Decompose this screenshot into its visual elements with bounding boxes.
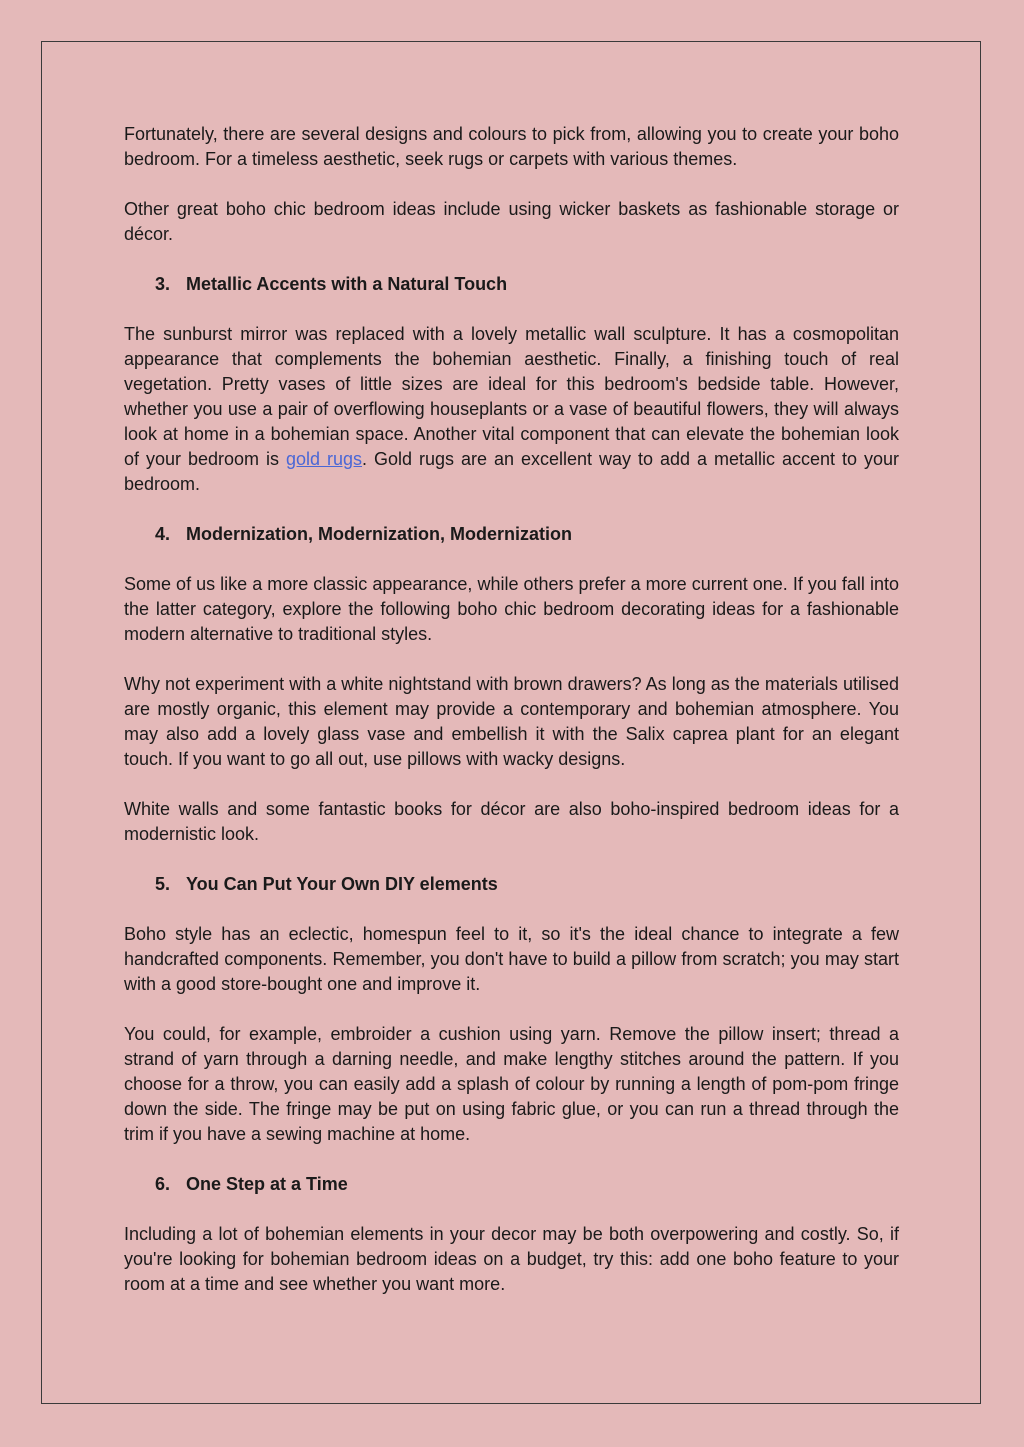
paragraph-text: The sunburst mirror was replaced with a lovely metallic wall sculpture. It has a cosmopolitan appearance that complements the bohemian aesthetic. Finally, a finishing touch of real vegetation. Pretty vases of little sizes are ideal for this bedroom's bedside table. However, whether you use a pair of overflowing houseplants or a vase of beautiful flowers, they will always look at home in a bohemian space. Another vital component that can elevate the bohemian look of your bedroom is (124, 324, 899, 469)
heading-text: One Step at a Time (186, 1174, 348, 1194)
heading-number: 6. (155, 1174, 171, 1194)
paragraph-wicker-baskets: Other great boho chic bedroom ideas include using wicker baskets as fashionable storage or décor. (124, 199, 899, 244)
heading-diy-elements (124, 872, 899, 897)
heading-modernization (124, 522, 899, 547)
gold-rugs-link[interactable]: gold rugs (285, 449, 363, 469)
heading-number: 3. (155, 274, 171, 294)
heading-number: 4. (155, 524, 171, 544)
paragraph-classic-vs-current: Some of us like a more classic appearance, while others prefer a more current one. If you fall into the latter category, explore the following boho chic bedroom decorating ideas for a fashionable modern alternative to traditional styles. (124, 574, 899, 644)
heading-one-step (124, 1172, 899, 1197)
paragraph-metallic-sculpture (124, 322, 899, 497)
paragraph-designs-colours: Fortunately, there are several designs and colours to pick from, allowing you to create your boho bedroom. For a timeless aesthetic, seek rugs or carpets with various themes. (124, 124, 899, 169)
heading-text: You Can Put Your Own DIY elements (186, 874, 498, 894)
heading-metallic-accents (124, 272, 899, 297)
paragraph-budget: Including a lot of bohemian elements in your decor may be both overpowering and costly. So, if you're looking for bohemian bedroom ideas on a budget, try this: add one boho feature to your room at a time and see whether you want more. (124, 1224, 899, 1294)
heading-number: 5. (155, 874, 171, 894)
document-body (124, 122, 899, 1322)
paragraph-embroider-cushion: You could, for example, embroider a cushion using yarn. Remove the pillow insert; thread a strand of yarn through a darning needle, and make lengthy stitches around the pattern. If you choose for a throw, you can easily add a splash of colour by running a length of pom-pom fringe down the side. The fringe may be put on using fabric glue, or you can run a thread through the trim if you have a sewing machine at home. (124, 1024, 899, 1144)
paragraph-handcrafted: Boho style has an eclectic, homespun feel to it, so it's the ideal chance to integrate a few handcrafted components. Remember, you don't have to build a pillow from scratch; you may start with a good store-bought one and improve it. (124, 924, 899, 994)
heading-text: Metallic Accents with a Natural Touch (186, 274, 508, 294)
paragraph-white-nightstand: Why not experiment with a white nightstand with brown drawers? As long as the materials utilised are mostly organic, this element may provide a contemporary and bohemian atmosphere. You may also add a lovely glass vase and embellish it with the Salix caprea plant for an elegant touch. If you want to go all out, use pillows with wacky designs. (124, 674, 899, 769)
heading-text: Modernization, Modernization, Modernization (186, 524, 572, 544)
paragraph-white-walls: White walls and some fantastic books for décor are also boho-inspired bedroom ideas for a modernistic look. (124, 799, 899, 844)
paragraph-text: . Gold rugs are an excellent way to add a metallic accent to your bedroom. (124, 449, 899, 494)
